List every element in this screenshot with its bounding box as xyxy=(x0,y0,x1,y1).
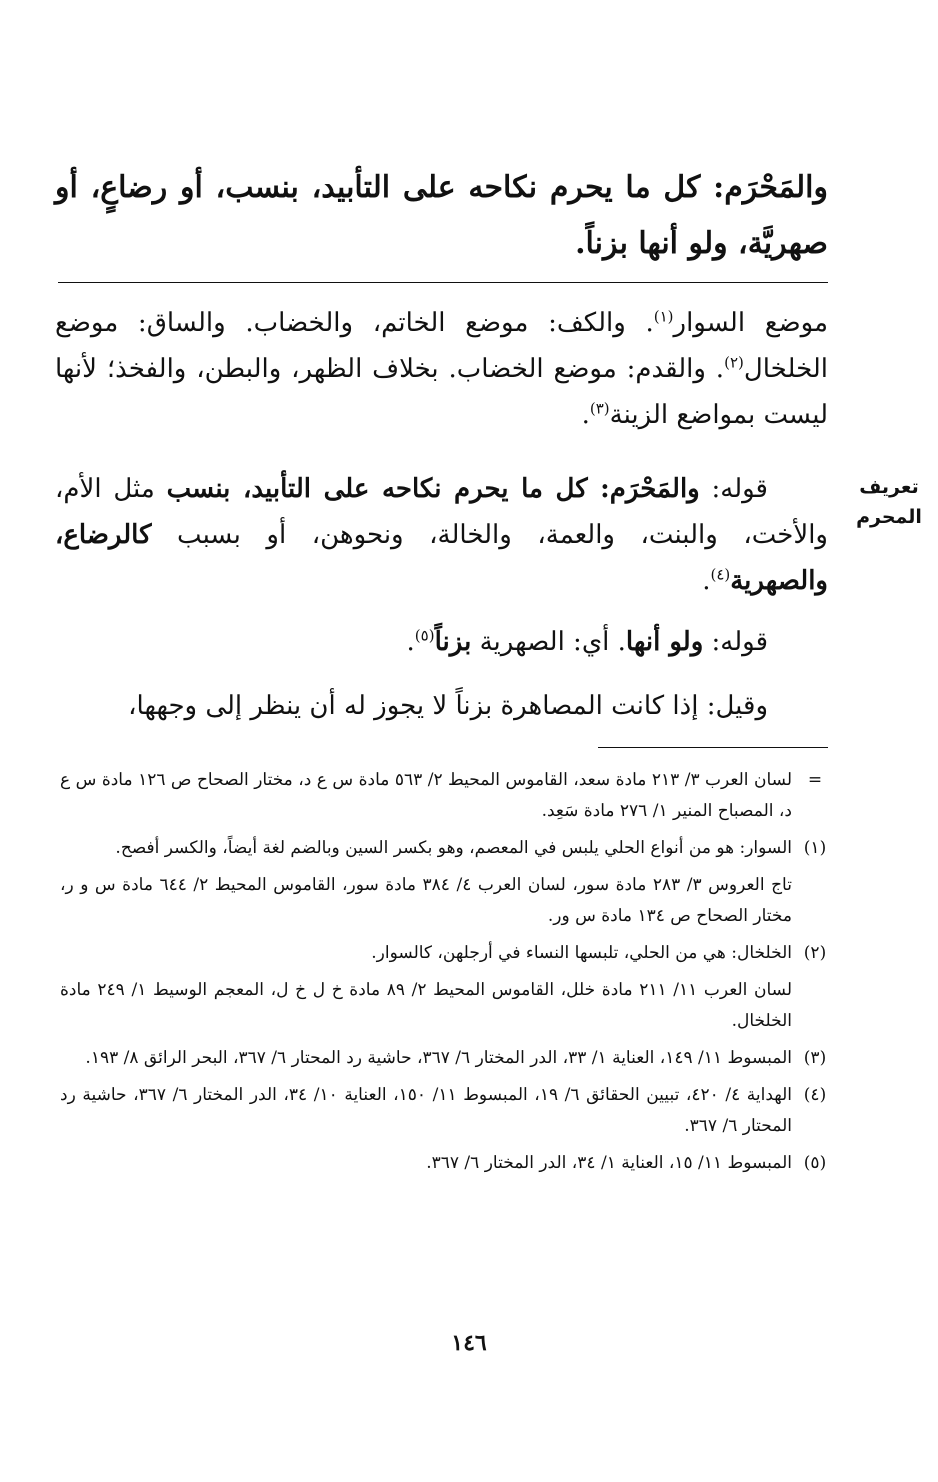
footnote-number xyxy=(792,975,838,1037)
footnote-divider xyxy=(598,747,828,748)
footnote-ref-2[interactable]: (٢) xyxy=(724,353,744,372)
footnote-text: تاج العروس ٣/ ٢٨٣ مادة سور، لسان العرب ٤/ ٣٨٤ مادة سور، القاموس المحيط ٢/ ٦٤٤ مادة س و ر، مختار الصحاح ص ١٣٤ مادة س ور. xyxy=(60,875,792,926)
text-segment: . xyxy=(406,627,415,657)
footnote-text: لسان العرب ٣/ ٢١٣ مادة سعد، القاموس المحيط ٢/ ٥٦٣ مادة س ع د، مختار الصحاح ص ١٢٦ مادة س ع د، المصباح المنير ١/ ٢٧٦ مادة سَعِد. xyxy=(60,770,793,821)
commentary-paragraph-2 xyxy=(55,466,828,604)
commentary-paragraph-1 xyxy=(55,300,828,438)
text-segment: . أي: الصهرية xyxy=(471,627,626,657)
footnote-text: لسان العرب ١١/ ٢١١ مادة خلل، القاموس المحيط ٢/ ٨٩ مادة خ ل خ ل، المعجم الوسيط ١/ ٢٤٩ مادة الخلخال. xyxy=(60,980,793,1031)
footnote xyxy=(60,1080,838,1142)
footnote-text: الهداية ٤/ ٤٢٠، تبيين الحقائق ٦/ ١٩، المبسوط ١١/ ١٥٠، العناية ١٠/ ٣٤، الدر المختار ٦/ ٣٦٧، حاشية رد المحتار ٦/ ٣٦٧. xyxy=(60,1085,793,1136)
footnote-text: المبسوط ١١/ ١٥، العناية ١/ ٣٤، الدر المختار ٦/ ٣٦٧. xyxy=(426,1153,792,1173)
text-segment: . والكف: موضع الخاتم، والخضاب. والساق: موضع الخلخال xyxy=(55,308,828,384)
footnote xyxy=(60,1148,838,1179)
side-note xyxy=(854,472,924,532)
page-number: ١٤٦ xyxy=(451,1330,487,1356)
footnote-number xyxy=(792,870,838,932)
footnote xyxy=(60,870,838,932)
commentary-paragraph-3 xyxy=(55,619,828,665)
matn-divider xyxy=(58,282,828,283)
footnote-number: (٢) xyxy=(803,943,827,963)
text-segment: قوله: xyxy=(703,627,768,657)
text-segment: موضع السوار xyxy=(673,308,828,338)
footnote-number: (٣) xyxy=(803,1048,827,1068)
footnote xyxy=(60,975,838,1037)
text-segment: . xyxy=(702,566,711,596)
matn-text: والمَحْرَم: كل ما يحرم نكاحه على التأبيد، بنسب، أو رضاعٍ، أو صهريَّة، ولو أنها بزناً. xyxy=(55,170,828,261)
footnote-ref-4[interactable]: (٤) xyxy=(710,565,731,584)
quoted-matn: بزناً xyxy=(434,627,472,657)
footnote-ref-3[interactable]: (٣) xyxy=(589,399,610,418)
text-segment: قوله: xyxy=(699,474,768,504)
side-note-line-1: تعريف xyxy=(859,476,919,498)
footnote-ref-1[interactable]: (١) xyxy=(653,307,674,326)
text-segment: . xyxy=(581,400,590,430)
footnote xyxy=(60,833,838,864)
side-note-line-2: المحرم xyxy=(856,506,922,528)
text-segment: مثل الأم، والأخت، والبنت، والعمة، والخالة، ونحوهن، أو بسبب xyxy=(55,474,828,550)
footnote-number: (٤) xyxy=(803,1085,827,1105)
footnote-text: الخلخال: هي من الحلي، تلبسها النساء في أرجلهن، كالسوار. xyxy=(371,943,792,963)
quoted-matn: والمَحْرَم: كل ما يحرم نكاحه على التأبيد، بنسب xyxy=(166,474,700,504)
commentary-paragraph-4: وقيل: إذا كانت المصاهرة بزناً لا يجوز له أن ينظر إلى وجهها، xyxy=(128,691,768,721)
text-segment: . والقدم: موضع الخضاب. بخلاف الظهر، والبطن، والفخذ؛ لأنها ليست بمواضع الزينة xyxy=(55,354,828,430)
footnote xyxy=(60,938,838,969)
quoted-matn: ولو أنها xyxy=(625,627,704,657)
footnote xyxy=(60,765,838,827)
footnote-ref-5[interactable]: (٥) xyxy=(414,626,435,645)
footnote-number: = xyxy=(807,770,823,790)
footnote-text: السوار: هو من أنواع الحلي يلبس في المعصم، وهو بكسر السين وبالضم لغة أيضاً، والكسر أفصح. xyxy=(115,838,792,858)
quoted-matn: كالرضاع، والصهرية xyxy=(55,520,828,596)
footnote-number: (١) xyxy=(803,838,827,858)
footnote-text: المبسوط ١١/ ١٤٩، العناية ١/ ٣٣، الدر المختار ٦/ ٣٦٧، حاشية رد المحتار ٦/ ٣٦٧، البحر الرائق ٨/ ١٩٣. xyxy=(85,1048,792,1068)
footnote-number: (٥) xyxy=(803,1153,827,1173)
footnote xyxy=(60,1043,838,1074)
footnotes xyxy=(60,765,838,1185)
